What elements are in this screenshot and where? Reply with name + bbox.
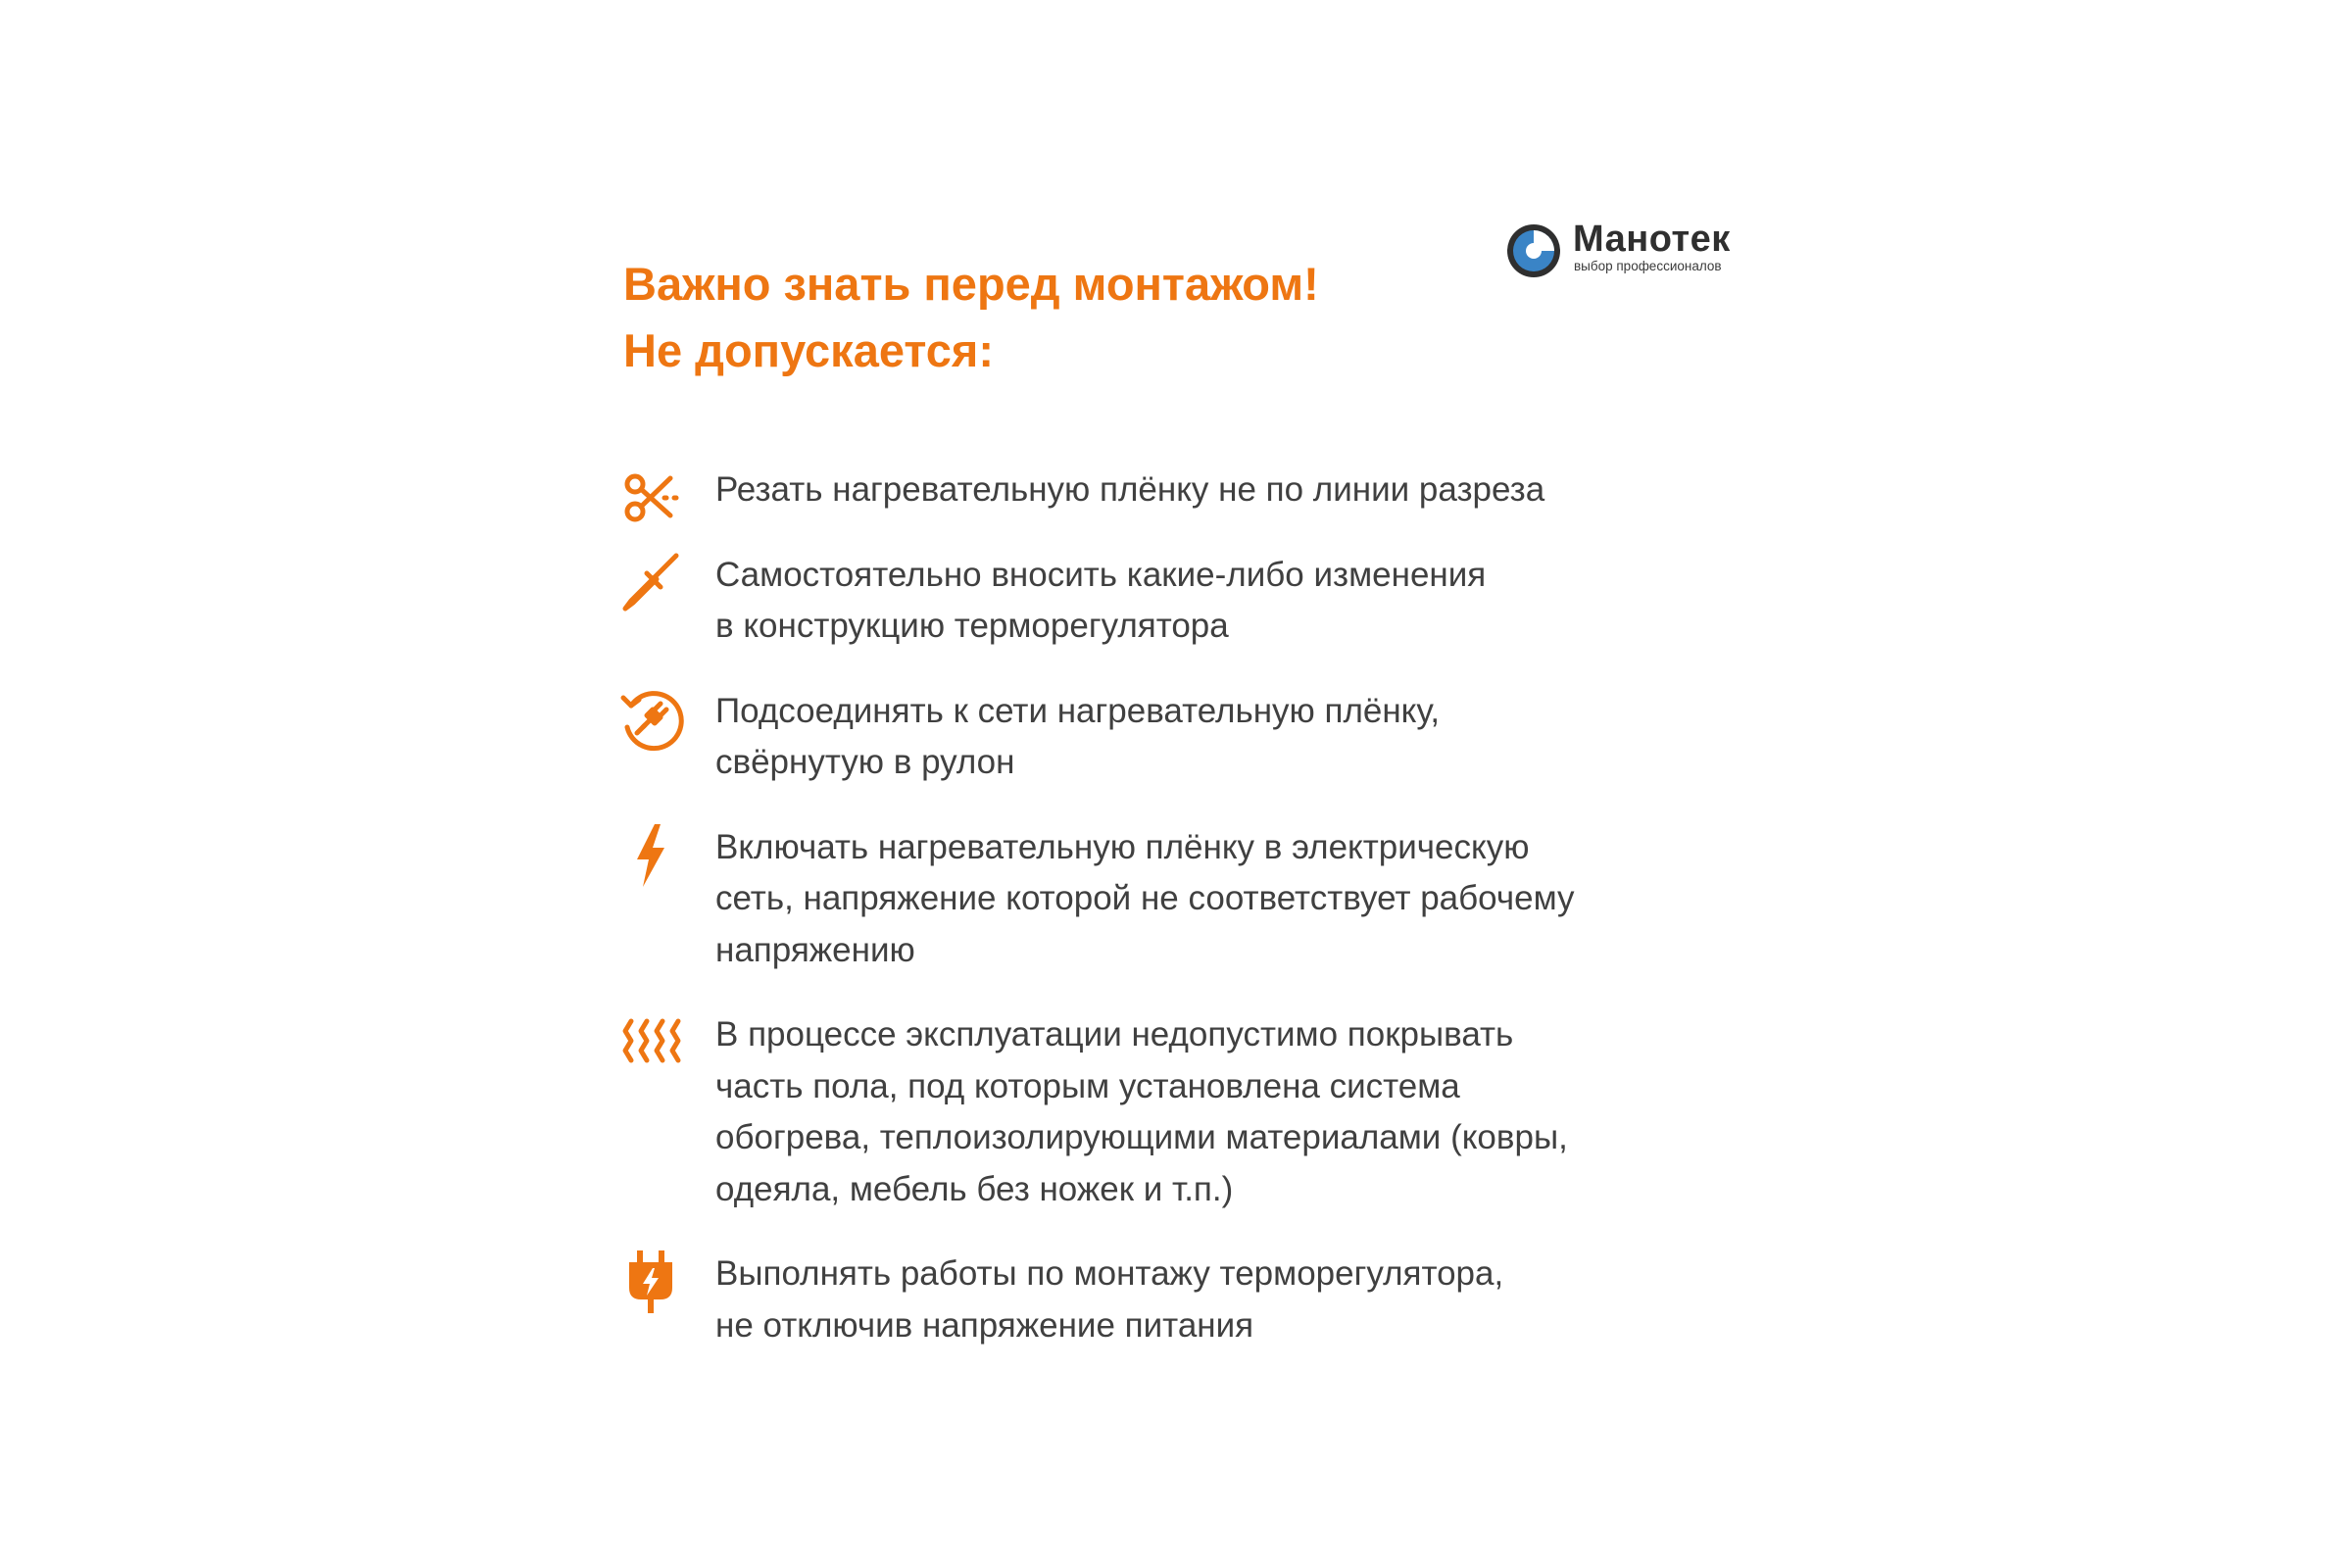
prohibited-actions-list xyxy=(617,465,1656,1385)
list-item xyxy=(617,1009,1656,1215)
brand-name: Манотек xyxy=(1573,219,1731,260)
heading-line-2: Не допускается: xyxy=(623,324,994,376)
heading-line-1: Важно знать перед монтажом! xyxy=(623,258,1319,310)
rule-text: Самостоятельно вносить какие-либо изменения в конструкцию терморегулятора xyxy=(715,555,1487,645)
logo-mark-icon xyxy=(1504,221,1563,280)
list-item xyxy=(617,550,1656,653)
rule-text: Включать нагревательную плёнку в электрическую сеть, напряжение которой не соответствует рабочему напряжению xyxy=(715,827,1575,969)
plug-circle-icon xyxy=(617,686,684,753)
heat-waves-icon xyxy=(617,1009,684,1076)
page-heading xyxy=(623,251,1319,384)
rule-text: Подсоединять к сети нагревательную плёнку, свёрнутую в рулон xyxy=(715,691,1441,781)
rule-text: В процессе эксплуатации недопустимо покрывать часть пола, под которым установлена система обогрева, теплоизолирующими материалами (ковры, одеяла, мебель без ножек и т.п.) xyxy=(715,1015,1568,1208)
list-item xyxy=(617,822,1656,977)
brand-logo xyxy=(1504,218,1759,282)
rule-text: Резать нагревательную плёнку не по линии разреза xyxy=(715,470,1545,509)
screwdriver-icon xyxy=(617,550,684,616)
lightning-icon xyxy=(617,822,684,889)
list-item xyxy=(617,465,1656,516)
list-item xyxy=(617,686,1656,789)
scissors-icon xyxy=(617,465,684,531)
list-item xyxy=(617,1249,1656,1351)
brand-tagline: выбор профессионалов xyxy=(1574,259,1722,273)
power-plug-icon xyxy=(617,1249,684,1315)
rule-text: Выполнять работы по монтажу терморегулятора, не отключив напряжение питания xyxy=(715,1254,1504,1345)
